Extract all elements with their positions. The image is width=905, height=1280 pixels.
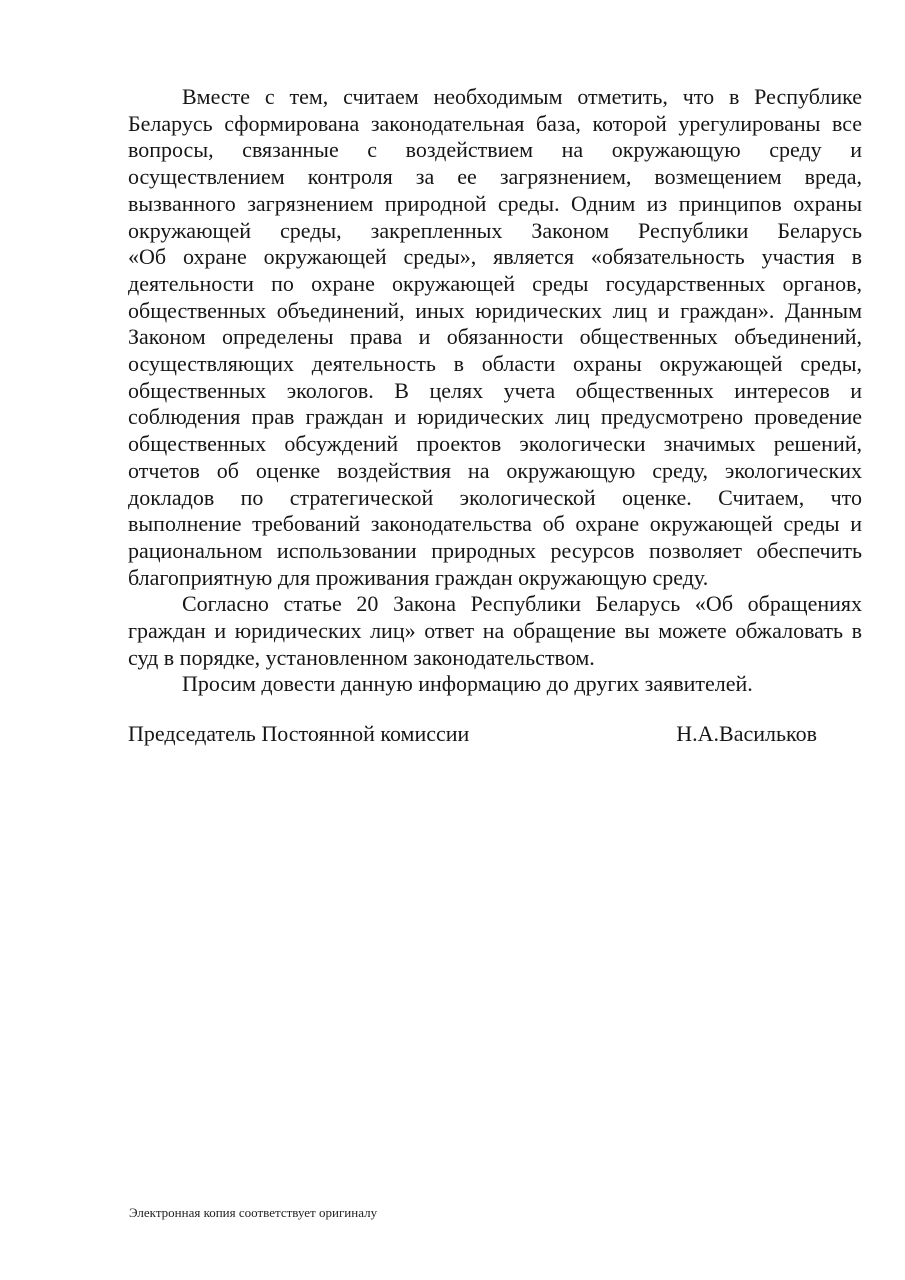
text-line: деятельности по охране окружающей среды государственных органов,: [128, 270, 862, 296]
text-line: отчетов об оценке воздействия на окружающую среду, экологических: [128, 457, 862, 483]
text-line: рациональном использовании природных ресурсов позволяет обеспечить: [128, 537, 862, 563]
text-line: граждан и юридических лиц» ответ на обращение вы можете обжаловать в: [128, 618, 862, 644]
paragraph: [128, 84, 862, 591]
footer-note: Электронная копия соответствует оригиналу: [129, 1205, 378, 1220]
text-line: суд в порядке, установленном законодательством.: [128, 644, 595, 670]
text-line: окружающей среды, закрепленных Законом Республики Беларусь: [128, 217, 862, 243]
text-line: Вместе с тем, считаем необходимым отметить, что в Республике: [182, 84, 862, 109]
text-line: осуществляющих деятельность в области охраны окружающей среды,: [128, 351, 862, 377]
text-line: осуществлением контроля за ее загрязнением, возмещением вреда,: [128, 164, 862, 190]
text-line: «Об охране окружающей среды», является «обязательность участия в: [128, 244, 862, 270]
text-line: докладов по стратегической экологической оценке. Считаем, что: [128, 484, 862, 510]
text-line: Согласно статье 20 Закона Республики Беларусь «Об обращениях: [182, 591, 862, 617]
text-line: общественных объединений, иных юридических лиц и граждан». Данным: [128, 297, 862, 323]
paragraph: [128, 671, 862, 698]
text-line: вызванного загрязнением природной среды. Одним из принципов охраны: [128, 190, 862, 216]
document-content: [128, 84, 862, 748]
text-line: Законом определены права и обязанности общественных объединений,: [128, 324, 862, 350]
text-line: общественных обсуждений проектов экологически значимых решений,: [128, 431, 862, 457]
document-body: [128, 84, 862, 698]
signature-name: Н.А.Васильков: [676, 721, 817, 747]
text-line: выполнение требований законодательства об охране окружающей среды и: [128, 511, 862, 537]
text-line: общественных экологов. В целях учета общественных интересов и: [128, 377, 862, 403]
text-line: вопросы, связанные с воздействием на окружающую среду и: [128, 137, 862, 163]
signature-row: [128, 721, 862, 748]
text-line: благоприятную для проживания граждан окружающую среду.: [128, 564, 709, 590]
text-line: соблюдения прав граждан и юридических лиц предусмотрено проведение: [128, 404, 862, 430]
text-line: Беларусь сформирована законодательная база, которой урегулированы все: [128, 110, 862, 136]
signature-title: Председатель Постоянной комиссии: [128, 721, 470, 747]
paragraph: [128, 591, 862, 671]
text-line: Просим довести данную информацию до других заявителей.: [182, 671, 753, 697]
